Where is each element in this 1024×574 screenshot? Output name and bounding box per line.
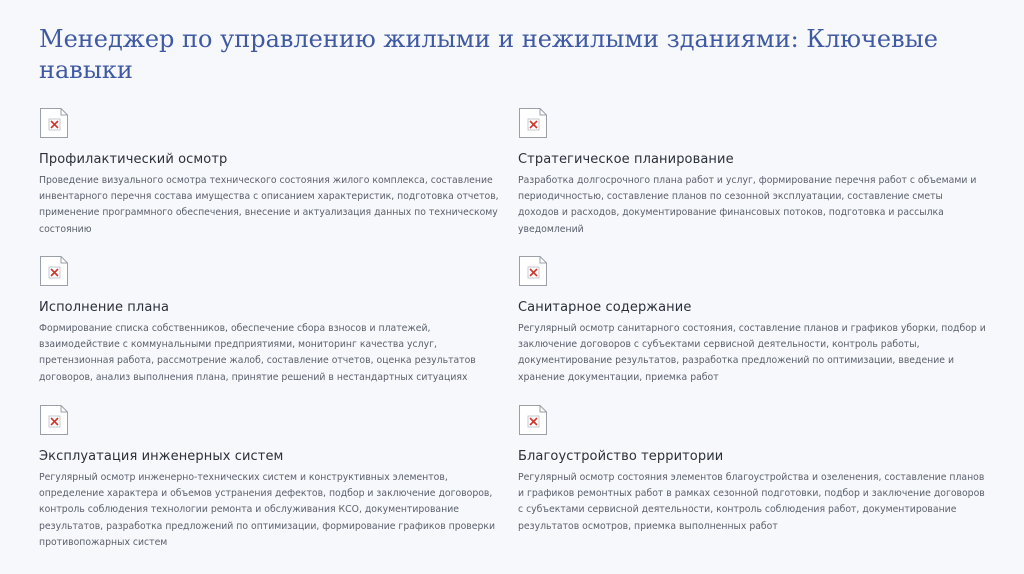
broken-image-icon xyxy=(39,404,69,436)
skill-title: Профилактический осмотр xyxy=(39,152,228,167)
skill-title: Благоустройство территории xyxy=(518,449,724,464)
broken-image-icon xyxy=(39,255,69,287)
page-title: Менеджер по управлению жилыми и нежилыми зданиями: Ключевые навыки xyxy=(39,25,938,84)
broken-image-icon xyxy=(518,404,548,436)
skill-description: Регулярный осмотр состояния элементов благоустройства и озеленения, составление планов и графиков ремонтных работ в рамках сезонной подготовки, подбор и заключение договоров с субъектами сервисной деятельности, контроль соблюдения работ, документирование результатов осмотров, приемка выполненных работ xyxy=(518,472,985,532)
broken-image-icon xyxy=(518,255,548,287)
skill-description: Разработка долгосрочного плана работ и услуг, формирование перечня работ с объемами и периодичностью, составление планов по сезонной эксплуатации, составление сметы доходов и расходов, документирование финансовых потоков, подготовка и рассылка уведомлений xyxy=(518,175,977,235)
skill-description: Проведение визуального осмотра технического состояния жилого комплекса, составление инвентарного перечня состава имущества с описанием характеристик, подготовка отчетов, применение программного обеспечения, внесение и актуализация данных по техническому состоянию xyxy=(39,175,499,235)
skill-title: Санитарное содержание xyxy=(518,300,692,315)
broken-image-icon xyxy=(39,107,69,139)
broken-image-icon xyxy=(518,107,548,139)
skill-title: Стратегическое планирование xyxy=(518,152,734,167)
skill-title: Эксплуатация инженерных систем xyxy=(39,449,284,464)
skill-description: Формирование списка собственников, обеспечение сбора взносов и платежей, взаимодействие с коммунальными предприятиями, мониторинг качества услуг, претензионная работа, рассмотрение жалоб, составление отчетов, оценка результатов договоров, анализ выполнения плана, принятие решений в нестандартных ситуациях xyxy=(39,323,476,383)
skill-title: Исполнение плана xyxy=(39,300,170,315)
skill-description: Регулярный осмотр инженерно-технических систем и конструктивных элементов, определение характера и объемов устранения дефектов, подбор и заключение договоров, контроль соблюдения технологии ремонта и обслуживания КСО, документирование результатов, разработка предложений по оптимизации, формирование графиков проверки противопожарных систем xyxy=(39,472,496,548)
skill-description: Регулярный осмотр санитарного состояния, составление планов и графиков уборки, подбор и заключение договоров с субъектами сервисной деятельности, контроль работы, документирование результатов, разработка предложений по оптимизации, введение и хранение документации, приемка работ xyxy=(518,323,986,383)
